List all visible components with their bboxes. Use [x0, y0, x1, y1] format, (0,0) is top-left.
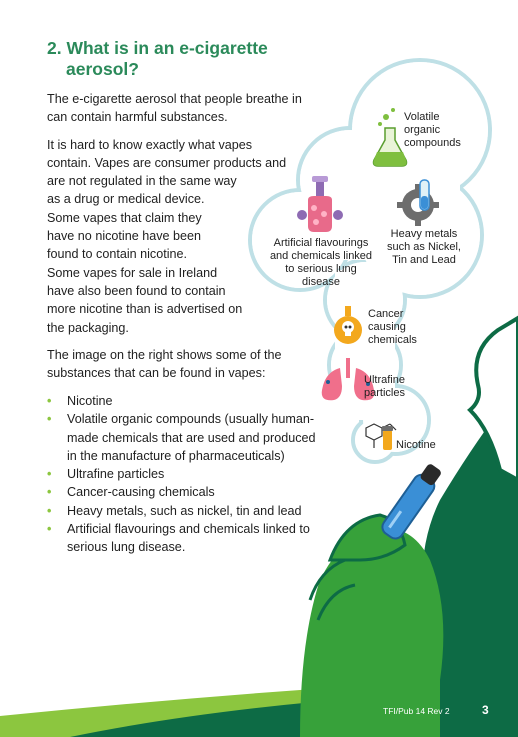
- cancer-label-line: chemicals: [368, 334, 417, 346]
- list-item: • Volatile organic compounds (usually human-made chemicals that are used and produced in the manufacture of pharmaceuticals): [47, 410, 317, 465]
- cancer-label-line: Cancer: [368, 308, 404, 320]
- heavy-metals-label: [379, 228, 469, 267]
- cancer-label-line: causing: [368, 321, 406, 333]
- flavourings-label-line: disease: [302, 276, 340, 288]
- heavy-metals-label-line: such as Nickel,: [387, 241, 461, 253]
- paragraph-line: have no nicotine have been: [47, 229, 202, 244]
- heading-line-2: aerosol?: [66, 59, 139, 79]
- list-item: • Cancer-causing chemicals: [47, 483, 317, 501]
- flavourings-label-line: and chemicals linked: [269, 250, 373, 262]
- paragraph-line: the packaging.: [47, 320, 129, 335]
- heavy-metals-label-line: Heavy metals: [390, 228, 458, 240]
- page-number: 3: [482, 703, 489, 717]
- voc-label-line: Volatile: [404, 111, 440, 123]
- paragraph-line: as a drug or medical device.: [47, 192, 205, 207]
- flavourings-label: [261, 237, 381, 289]
- heading-line-1: 2. What is in an e-cigarette: [47, 38, 268, 58]
- publication-reference: TFI/Pub 14 Rev 2: [383, 706, 450, 716]
- paragraph-line: Some vapes for sale in Ireland: [47, 265, 218, 280]
- list-item: • Artificial flavourings and chemicals linked to serious lung disease.: [47, 520, 317, 557]
- paragraph-line: Some vapes that claim they: [47, 210, 202, 225]
- ultrafine-label: [364, 374, 424, 400]
- paragraph-line: found to contain nicotine.: [47, 247, 188, 262]
- paragraph-image-intro: The image on the right shows some of the substances that can be found in vapes:: [47, 347, 282, 381]
- paragraph-line: have also been found to contain: [47, 283, 226, 298]
- paragraph-line: It is hard to know exactly what vapes: [47, 137, 253, 152]
- list-item: • Heavy metals, such as nickel, tin and lead: [47, 502, 317, 520]
- paragraph-line: more nicotine than is advertised on: [47, 302, 243, 317]
- paragraph-intro: The e-cigarette aerosol that people breathe in can contain harmful substances.: [47, 92, 302, 125]
- ultrafine-label-line: particles: [364, 387, 405, 399]
- flavourings-label-line: Artificial flavourings: [273, 237, 369, 249]
- ultrafine-label-line: Ultrafine: [364, 374, 405, 386]
- paragraph-line: are not regulated in the same way: [47, 174, 237, 189]
- list-item: • Nicotine: [47, 392, 317, 410]
- flavourings-label-line: to serious lung: [285, 263, 357, 275]
- nicotine-label: Nicotine: [396, 439, 436, 451]
- nicotine-vial-icon: [382, 426, 393, 450]
- voc-label-line: organic: [404, 124, 441, 136]
- heavy-metals-label-line: Tin and Lead: [392, 254, 456, 266]
- voc-label-line: compounds: [404, 137, 461, 149]
- paragraph-line: contain. Vapes are consumer products and: [47, 155, 287, 170]
- voc-label: [404, 111, 474, 150]
- list-item: • Ultrafine particles: [47, 465, 317, 483]
- cancer-label: [368, 308, 428, 347]
